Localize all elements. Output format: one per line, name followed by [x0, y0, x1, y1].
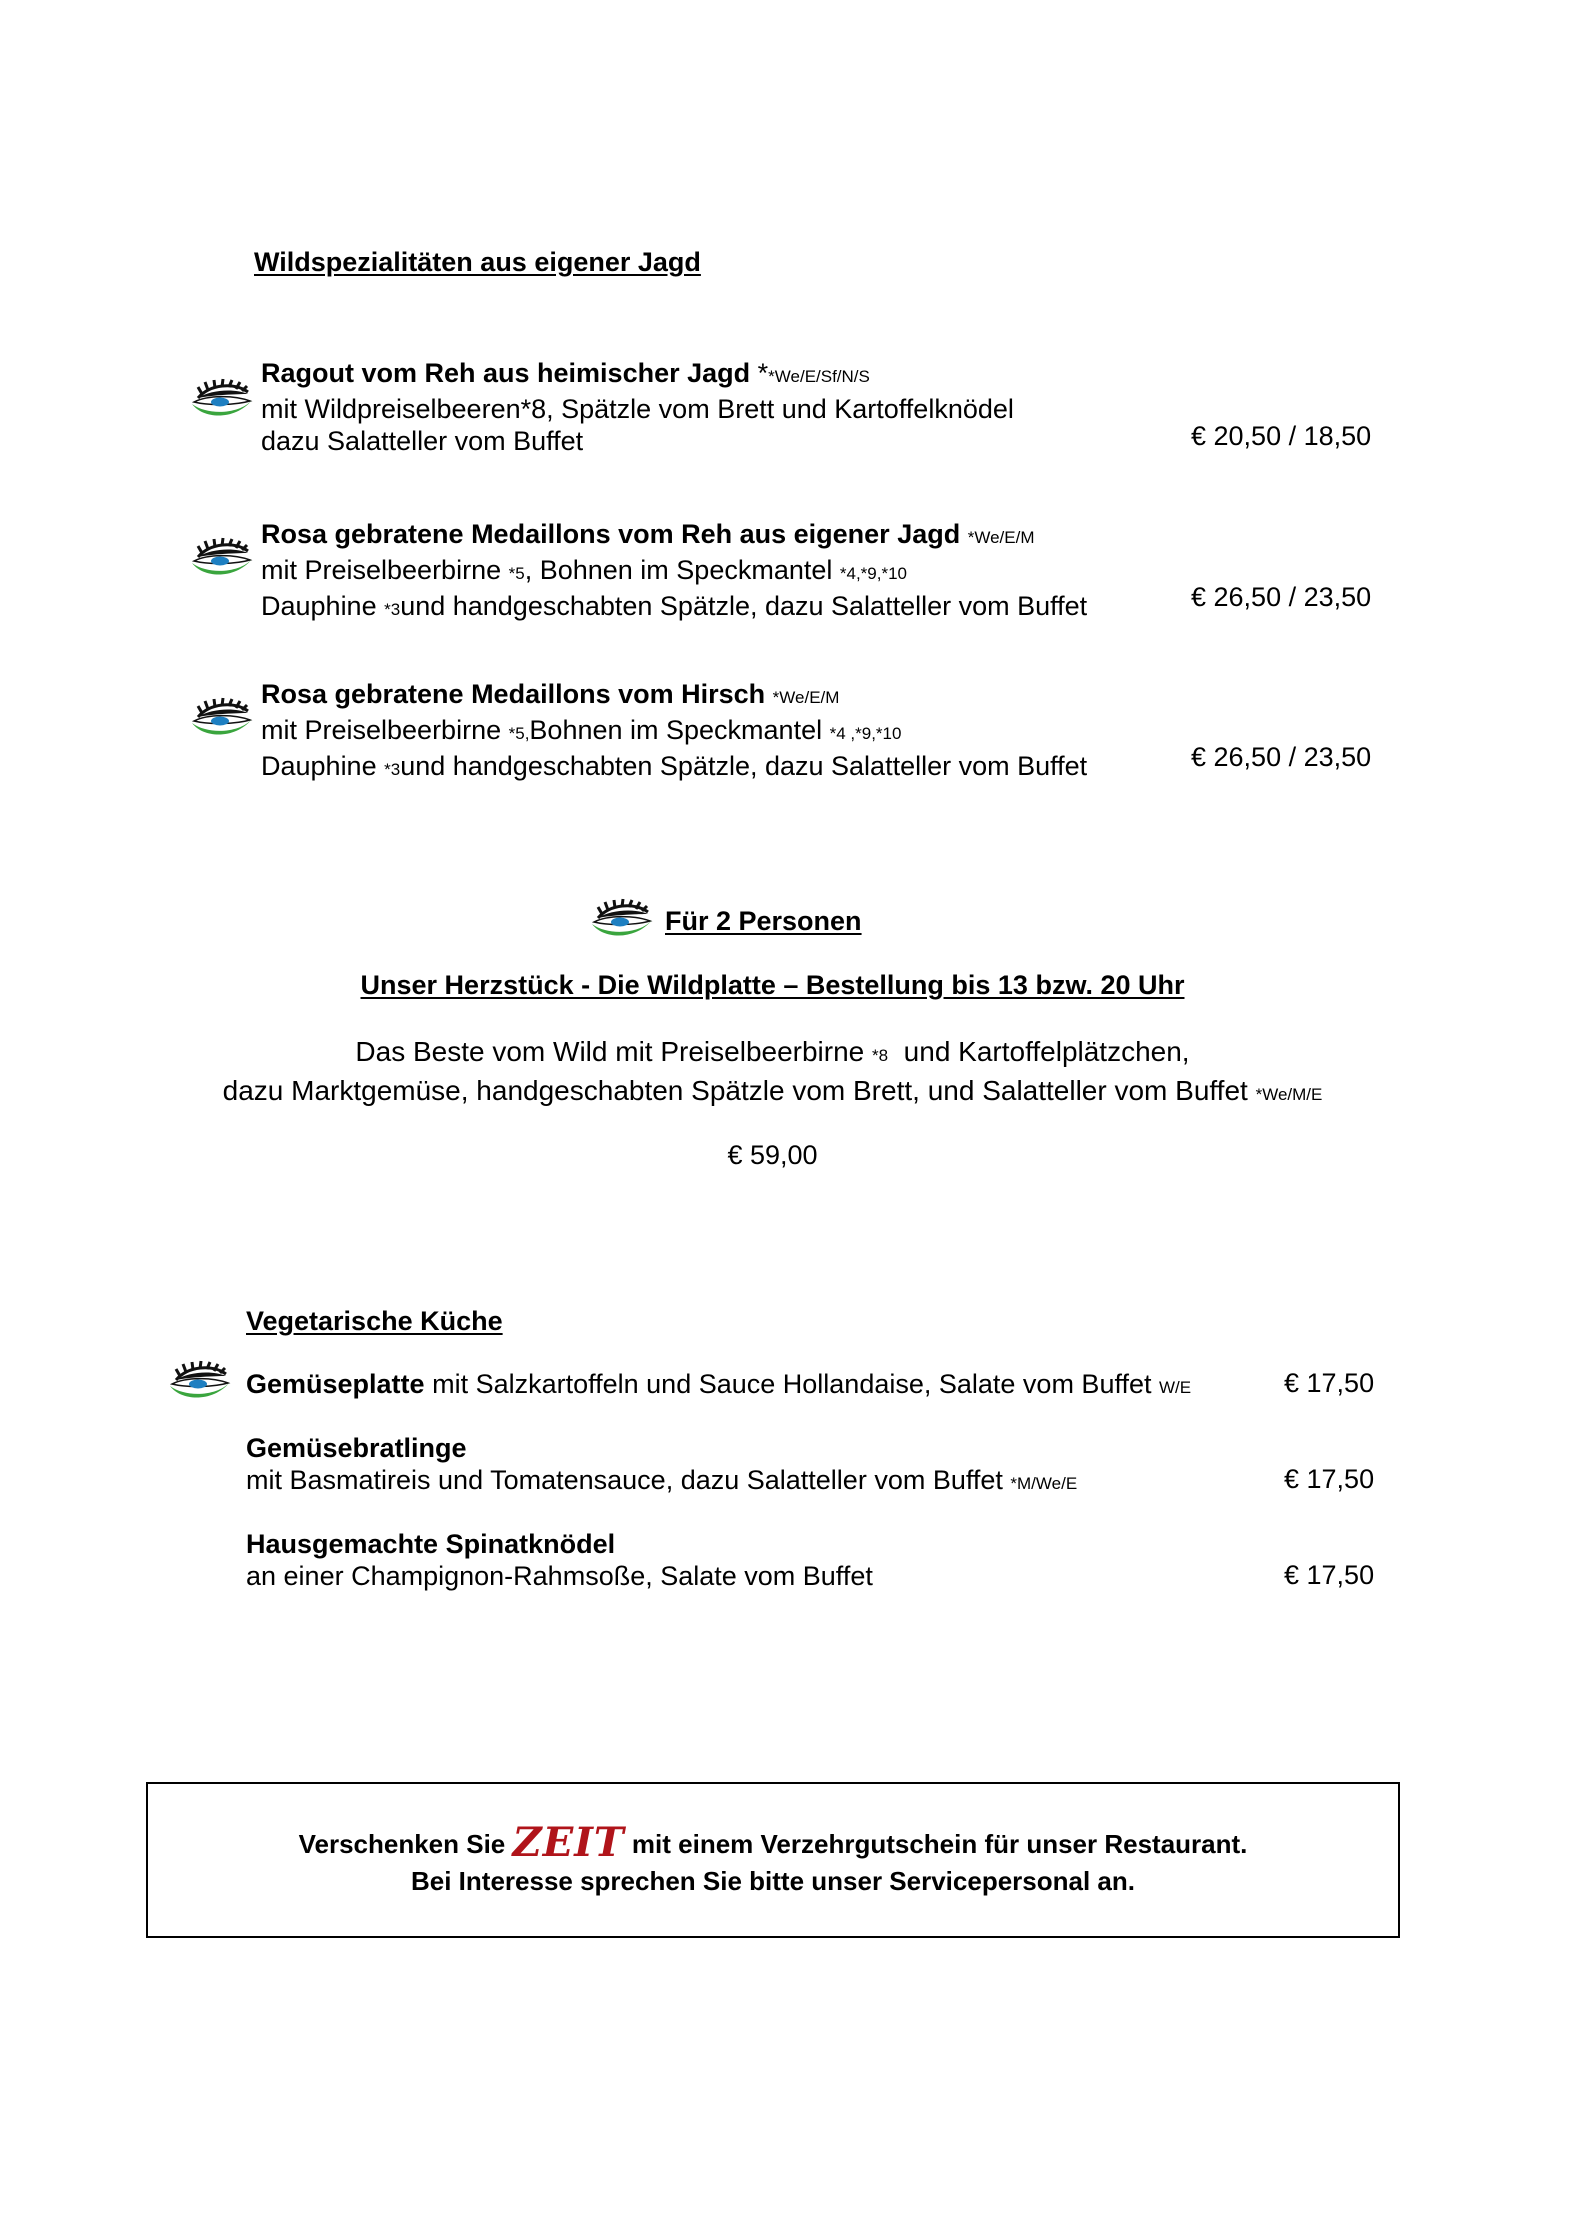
- text: mit Preiselbeerbirne: [261, 555, 502, 585]
- dish-desc-line: mit Wildpreiselbeeren*8, Spätzle vom Brett und Kartoffelknödel: [261, 394, 1014, 424]
- allergen-note: *We/M/E: [1255, 1085, 1323, 1104]
- voucher-line: Bei Interesse sprechen Sie bitte unser Servicepersonal an.: [411, 1866, 1135, 1896]
- dish-desc: mit Basmatireis und Tomatensauce, dazu Salatteller vom Buffet: [246, 1465, 1003, 1495]
- allergen-note: *4 ,*9,*10: [829, 724, 902, 743]
- voucher-line: [148, 1819, 1398, 1866]
- dish-gemuesebratlinge: [246, 1432, 1246, 1500]
- allergen-note: *5: [508, 564, 525, 583]
- dish-name: Rosa gebratene Medaillons vom Hirsch: [261, 679, 766, 709]
- desc-line: [0, 1073, 1545, 1112]
- dish-price: € 17,50: [1284, 1368, 1375, 1398]
- text: Bohnen im Speckmantel: [529, 715, 823, 745]
- dish-price: € 20,50 / 18,50: [1191, 421, 1372, 451]
- dish-price: € 26,50 / 23,50: [1191, 582, 1372, 612]
- dish-name: Hausgemachte Spinatknödel: [246, 1529, 616, 1559]
- dish-name: Ragout vom Reh aus heimischer Jagd: [261, 358, 751, 388]
- section-title-game: Wildspezialitäten aus eigener Jagd: [254, 247, 701, 277]
- text: Das Beste vom Wild mit Preiselbeerbirne: [355, 1036, 865, 1067]
- eye-icon: [190, 697, 254, 743]
- eye-icon: [590, 898, 654, 944]
- dish-allergens: *M/We/E: [1010, 1474, 1078, 1493]
- allergen-note: *3: [384, 600, 401, 619]
- dish-gemueseplatte: [246, 1368, 1246, 1404]
- text: Dauphine: [261, 751, 377, 781]
- dish-spinatknoedel: [246, 1528, 1246, 1592]
- text: dazu Marktgemüse, handgeschabten Spätzle vom Brett, und Salatteller vom Buffet: [222, 1075, 1248, 1106]
- eye-icon: [190, 537, 254, 583]
- dish-price: € 26,50 / 23,50: [1191, 742, 1372, 772]
- text: Dauphine: [261, 591, 377, 621]
- text: und handgeschabten Spätzle, dazu Salatteller vom Buffet: [400, 751, 1088, 781]
- dish-desc-line: [261, 714, 1221, 750]
- dish-price: € 17,50: [1284, 1560, 1375, 1590]
- dish-desc-line: [261, 750, 1221, 786]
- voucher-box: [146, 1782, 1400, 1938]
- text: , Bohnen im Speckmantel: [524, 555, 833, 585]
- desc-line: [0, 1034, 1545, 1073]
- dish-desc-line: dazu Salatteller vom Buffet: [261, 426, 584, 456]
- voucher-text: [148, 1819, 1398, 1900]
- allergen-note: *5,: [508, 724, 530, 743]
- text: mit einem Verzehrgutschein für unser Restaurant.: [631, 1829, 1248, 1859]
- dish-ragout: Ragout vom Reh aus heimischer Jagd **We/E/Sf/N/S mit Wildpreiselbeeren*8, Spätzle vom Brett und Kartoffelknödel dazu Salatteller vom Buffet: [261, 357, 1161, 457]
- text: und handgeschabten Spätzle, dazu Salatteller vom Buffet: [400, 591, 1088, 621]
- dish-name: Rosa gebratene Medaillons vom Reh aus eigener Jagd: [261, 519, 961, 549]
- allergen-note: *4,*9,*10: [839, 564, 908, 583]
- dish-desc-line: [261, 554, 1221, 590]
- dish-name: Gemüsebratlinge: [246, 1433, 467, 1463]
- dish-allergens: *We/E/M: [772, 688, 840, 707]
- wildplatte-price: € 59,00: [727, 1140, 818, 1170]
- dish-allergens: *We/E/Sf/N/S: [768, 367, 870, 386]
- dish-allergens: W/E: [1159, 1378, 1192, 1397]
- dish-name: Gemüseplatte: [246, 1369, 425, 1399]
- text: mit Preiselbeerbirne: [261, 715, 502, 745]
- dish-desc: mit Salzkartoffeln und Sauce Hollandaise, Salate vom Buffet: [432, 1369, 1152, 1399]
- zeit-logo: ZEIT: [512, 1819, 625, 1866]
- dish-desc: an einer Champignon-Rahmsoße, Salate vom Buffet: [246, 1561, 873, 1591]
- dish-price: € 17,50: [1284, 1464, 1375, 1494]
- eye-icon: [190, 378, 254, 424]
- dish-desc-line: [261, 590, 1221, 626]
- dish-allergens: *We/E/M: [967, 528, 1035, 547]
- wildplatte-subtitle: Unser Herzstück - Die Wildplatte – Bestellung bis 13 bzw. 20 Uhr: [360, 970, 1185, 1000]
- eye-icon: [168, 1360, 232, 1406]
- section-title-two-persons: Für 2 Personen: [665, 906, 862, 936]
- dish-medaillons-reh: [261, 518, 1221, 626]
- section-title-veg: Vegetarische Küche: [246, 1306, 503, 1336]
- allergen-note: *8: [872, 1046, 889, 1065]
- dish-medaillons-hirsch: [261, 678, 1221, 786]
- text: Verschenken Sie: [298, 1829, 506, 1859]
- wildplatte-desc: [0, 1034, 1545, 1112]
- text: und Kartoffelplätzchen,: [903, 1036, 1190, 1067]
- allergen-note: *3: [384, 760, 401, 779]
